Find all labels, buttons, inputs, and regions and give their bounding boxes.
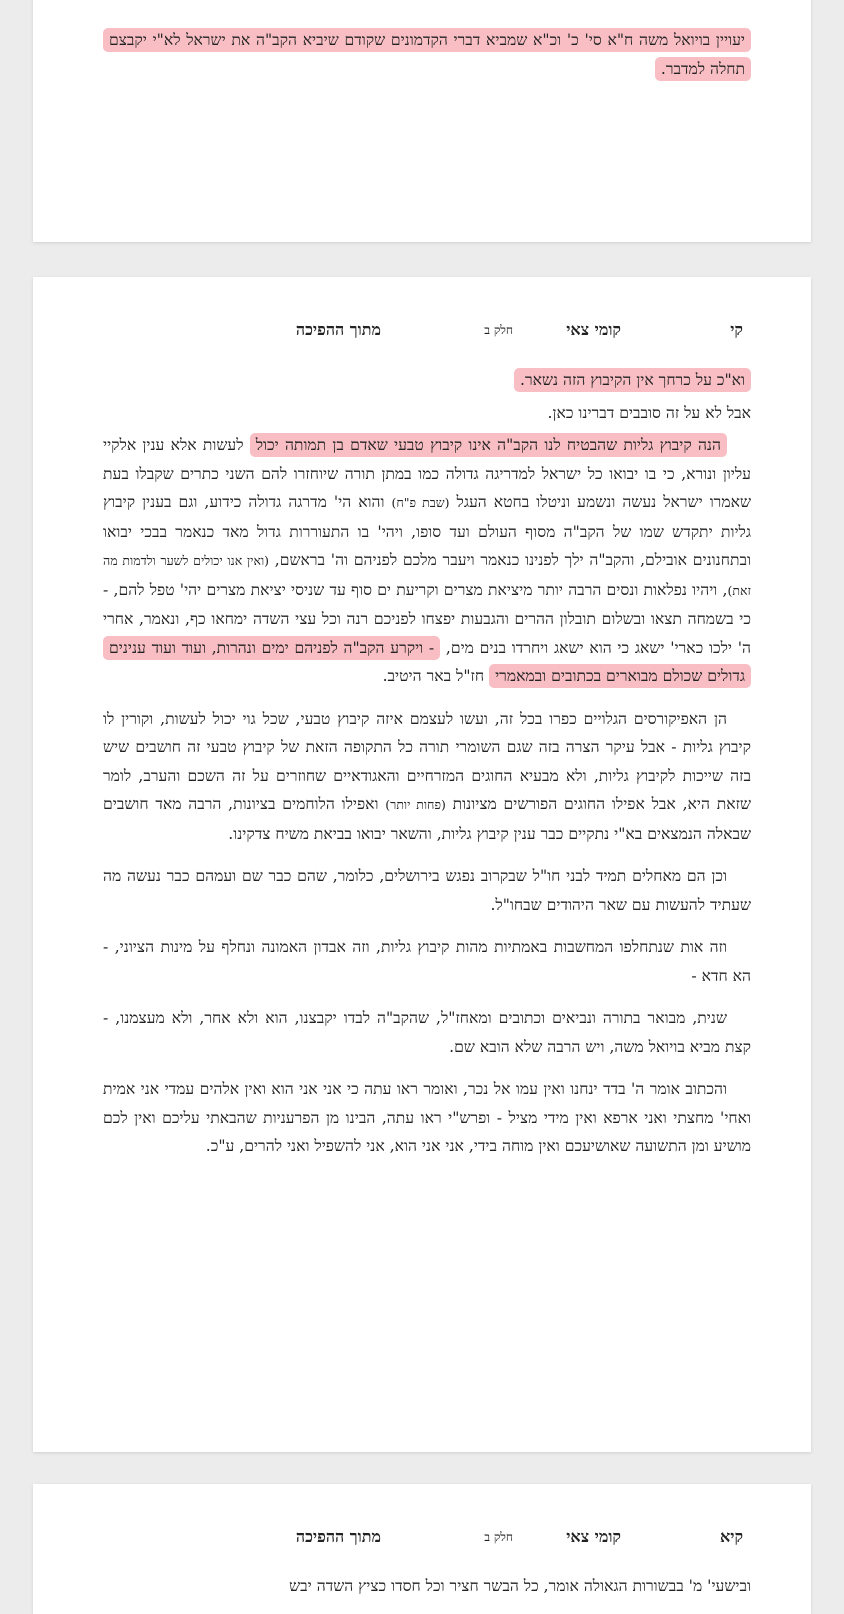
paragraph-text: ואפילו הלוחמים בציונות, הרבה מאד חושבים שבאלה הנמצאים בא"י נתקיים כבר ענין קיבוץ גליות, והשאר יבואו בביאת משיח צדקינו. — [103, 795, 751, 843]
paragraph-5: וכן הם מאחלים תמיד לבני חו"ל שבקרוב נפגש בירושלים, כלומר, שהם כבר שם ועמהם כבר נעשה מה שעתיד להעשות עם שאר היהודים שבחו"ל. — [103, 867, 751, 914]
book-part: חלק ב — [484, 1530, 513, 1544]
highlighted-paragraph — [103, 26, 751, 83]
page-header — [103, 1527, 751, 1551]
highlight-mark: יעויין בויואל משה ח"א סי' כ' וכ"א שמביא דברי הקדמונים שקודם שיביא הקב"ה את ישראל לא"י יקבצם תחלה למדבר. — [103, 28, 751, 81]
paragraph-4 — [103, 705, 751, 849]
page-number: קיא — [719, 1527, 743, 1546]
book-title: קומי צאי — [566, 1527, 621, 1546]
paragraph-text: , ויהיו נפלאות ונסים הרבה יותר מיציאת מצרים וקריעת ים סוף עד שניסי יציאת מצרים יהי' טפל להם, - כי בשמחה תצאו ובשלום תובלון ההרים והגבעות יפצחו לפניכם רנה וכל עצי השדה ימחאו כף, ונאמר, אחרי ה' ילכו כארי' ישאג כי הוא ישאג ויחרדו בנים מים, — [103, 580, 751, 657]
highlight-mark: הנה קיבוץ גליות שהבטיח לנו הקב"ה אינו קיבוץ טבעי שאדם בן תמותה יכול — [250, 433, 727, 457]
book-part: חלק ב — [484, 323, 513, 337]
page-3-content — [103, 1572, 751, 1614]
paragraph-8: והכתוב אומר ה' בדד ינחנו ואין עמו אל נכר, ואומר ראו עתה כי אני אני הוא ואין אלהים עמדי אני אמית ואחי' מחצתי ואני ארפא ואין מידי מציל - ופרש"י ראו עתה, הבינו מן הפרעניות שהבאתי עליכם ואין לכם מושיע ומן התשועה שאושיעכם ואין מוחה בידי, אני אני הוא, אני להשפיל ואני להרים, ע"כ. — [103, 1080, 751, 1155]
paragraph-text: לעשות אלא ענין אלקיי עליון ונורא, כי בו יבואו כל ישראל למדריגה גדולה כמו במתן תורה שיוחזרו להם השני כתרים שקבלו בעת שאמרו ישראל נעשה ונשמע וניטלו בחטא העגל — [103, 436, 751, 511]
paragraph-3 — [103, 431, 751, 691]
section-title: מתוך ההפיכה — [295, 1527, 381, 1546]
document-page-2 — [33, 277, 811, 1452]
section-title: מתוך ההפיכה — [295, 320, 381, 339]
paragraph-7: שנית, מבואר בתורה ונביאים וכתובים ומאחז"ל, שהקב"ה לבדו יקבצנו, הוא ולא אחר, ולא מעצמנו, - קצת מביא בויואל משה, ויש הרבה שלא הובא שם. — [103, 1009, 751, 1056]
book-title: קומי צאי — [566, 320, 621, 339]
page-1-content — [103, 26, 751, 97]
citation: (שבת פ"ח) — [391, 495, 450, 510]
document-page-1 — [33, 0, 811, 242]
paragraph-text: והוא הי' מדרגה גדולה כידוע, וגם בענין קיבוץ גליות יתקדש שמו של הקב"ה מסוף העולם ועד סופו, ויהי' בו התעוררות גדול מאד כנאמר בבכי יבואו ובתחנונים אובילם, והקב"ה ילך לפנינו כנאמר ויעבר מלכם לפניהם וה' בראשם, — [103, 493, 751, 569]
document-page-3 — [33, 1484, 811, 1614]
paragraph-text: חז"ל באר היטיב. — [382, 667, 485, 685]
paragraph-2: אבל לא על זה סובבים דברינו כאן. — [547, 403, 751, 422]
paragraph-1: ובישעי' מ' בבשורות הגאולה אומר, כל הבשר חציר וכל חסדו כציץ השדה יבש — [289, 1577, 751, 1595]
highlight-mark: - ויקרע הקב"ה לפניהם ימים ונהרות, ועוד ועוד ענינים גדולים שכולם מבוארים בכתובים ובמאמרי — [103, 636, 751, 689]
paragraph-1 — [103, 366, 751, 395]
highlight-mark: וא"כ על כרחך אין הקיבוץ הזה נשאר. — [514, 368, 751, 392]
page-number: קי — [730, 320, 743, 339]
paragraph-text: הן האפיקורסים הגלויים כפרו בכל זה, ועשו לעצמם איזה קיבוץ טבעי, שכל גוי יכול לעשות, וקורין לו קיבוץ גליות - אבל עיקר הצרה בזה שגם השומרי תורה כל התקופה הזאת של קיבוץ טבעי זה חושבים שיש בזה שייכות לקיבוץ גליות, ולא מבעיא החוגים המזרחיים והאגודאיים שחוזרים על זה השכם והערב, לומר שזאת היא, אבל אפילו החוגים הפורשים מציונות — [103, 709, 751, 813]
paragraph-6: וזה אות שנתחלפו המחשבות באמתיות מהות קיבוץ גליות, וזה אבדון האמונה ונחלף על מינות הציוני, - הא חדא - — [103, 938, 751, 985]
page-header — [103, 320, 751, 344]
parenthetical-note: (ואין אנו יכולים לשער ולדמות מה זאת) — [103, 553, 751, 598]
parenthetical-note: (פחות יותר) — [385, 797, 446, 812]
page-2-content — [103, 366, 751, 1175]
